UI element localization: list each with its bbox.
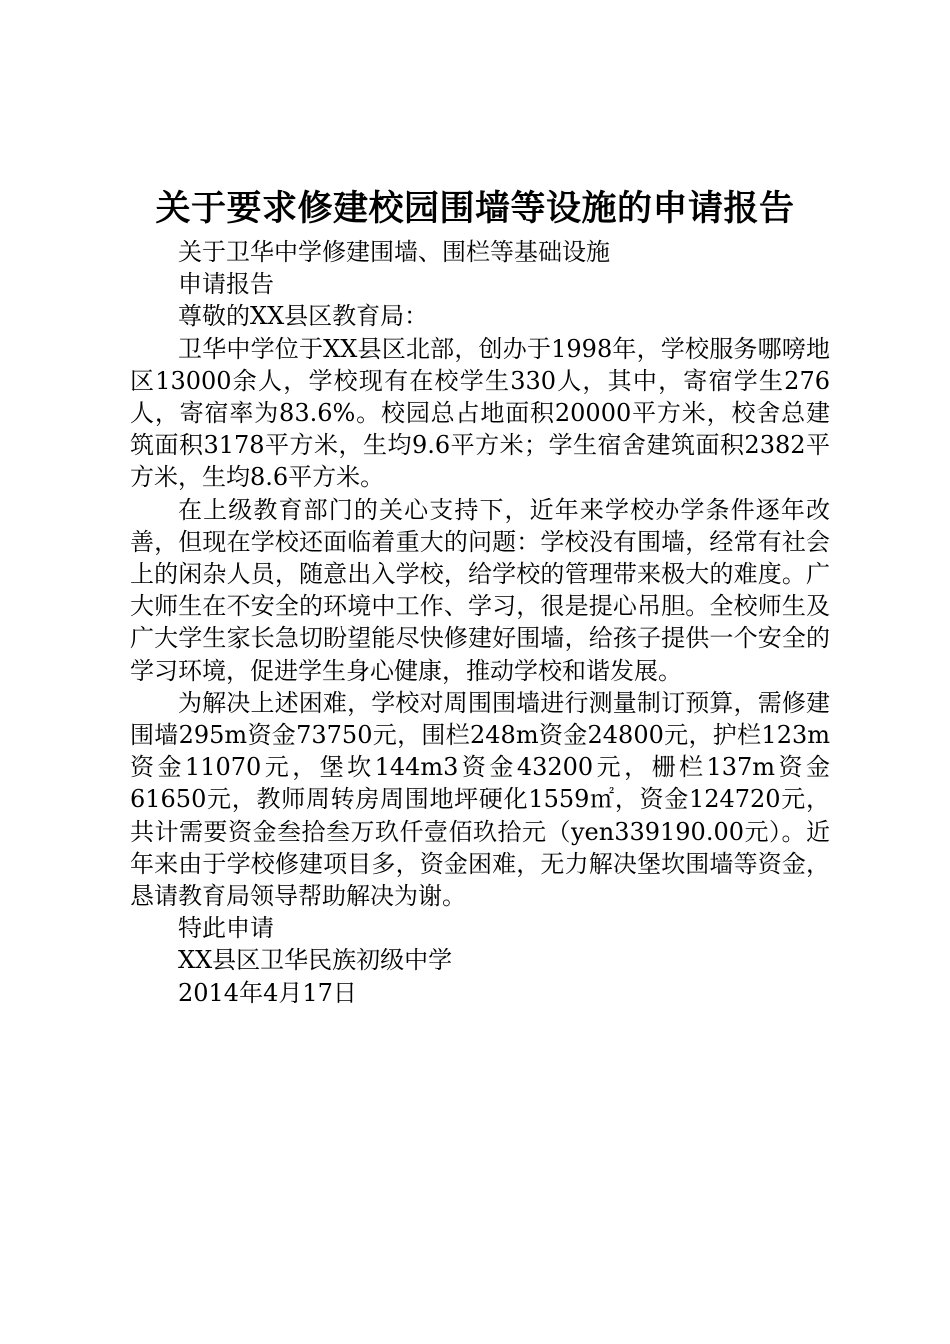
subject-line-continuation: 申请报告: [178, 270, 274, 299]
subject-line: 关于卫华中学修建围墙、围栏等基础设施: [178, 238, 610, 266]
document-title: 关于要求修建校园围墙等设施的申请报告: [155, 189, 795, 229]
paragraph-problem-statement: 在上级教育部门的关心支持下，近年来学校办学条件逐年改善，但现在学校还面临着重大的问题：学校没有围墙，经常有社会上的闲杂人员，随意出入学校，给学校的管理带来极大的难度。广大师生在不安全的环境中工作、学习，很是提心吊胆。全校师生及广大学生家长急切盼望能尽快修建好围墙，给孩子提供一个安全的学习环境，促进学生身心健康，推动学校和谐发展。: [130, 495, 830, 685]
signature-line: XX县区卫华民族初级中学: [178, 946, 453, 975]
paragraph-school-overview: 卫华中学位于XX县区北部，创办于1998年，学校服务哪嗙地区13000余人，学校现有在校学生330人，其中，寄宿学生276人，寄宿率为83.6%。校园总占地面积20000平方米，校舍总建筑面积3178平方米，生均9.6平方米；学生宿舍建筑面积2382平方米，生均8.6平方米。: [130, 334, 830, 492]
closing-line: 特此申请: [178, 914, 274, 943]
document-body: [130, 236, 830, 1009]
date-line: 2014年4月17日: [178, 978, 357, 1007]
paragraph-budget-request: 为解决上述困难，学校对周围围墙进行测量制订预算，需修建围墙295m资金73750元，围栏248m资金24800元，护栏123m资金11070元，堡坎144m3资金43200元，栅栏137m资金61650元，教师周转房周围地坪硬化1559㎡，资金124720元，共计需要资金叁拾叁万玖仟壹佰玖拾元（yen339190.00元）。近年来由于学校修建项目多，资金困难，无力解决堡坎围墙等资金，恳请教育局领导帮助解决为谢。: [130, 688, 830, 911]
salutation: 尊敬的XX县区教育局：: [178, 302, 429, 331]
